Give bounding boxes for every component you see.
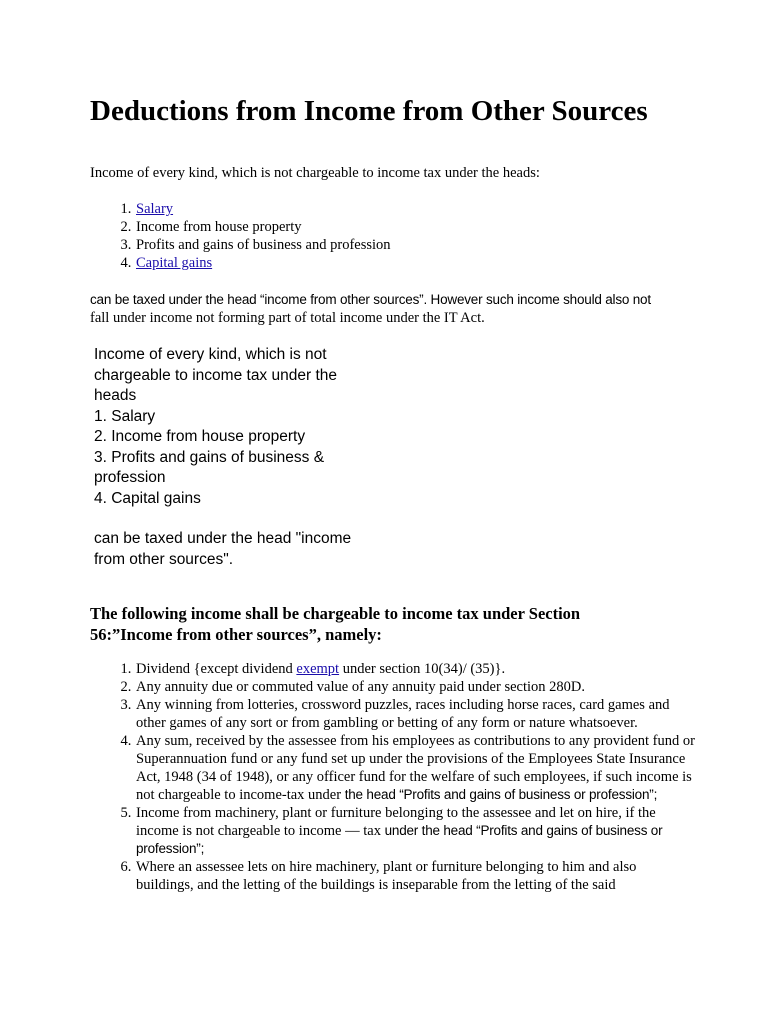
image-text-line: from other sources". xyxy=(94,550,234,568)
after-heads-paragraph xyxy=(90,291,651,327)
image-text-line: 4. Capital gains xyxy=(94,489,201,507)
item-text: Income from machinery, plant or furniture belonging to the assessee and let on hire, if the income is not chargeable to income — tax xyxy=(136,805,656,839)
image-text-line: can be taxed under the head "income xyxy=(94,530,352,547)
image-text-line: chargeable to income tax under the xyxy=(94,366,337,384)
heads-list xyxy=(90,200,391,272)
image-text-line: 2. Income from house property xyxy=(94,428,306,445)
list-item: 2. Income from house property xyxy=(135,218,391,236)
list-item: 2. Any annuity due or commuted value of any annuity paid under section 280D. xyxy=(135,678,695,696)
page-title: Deductions from Income from Other Sources xyxy=(90,95,648,127)
list-item: 3. Any winning from lotteries, crossword puzzles, races including horse races, card games and other games of any sort or from gambling or betting of any form or nature whatsoever. xyxy=(135,696,695,732)
sources-list xyxy=(90,660,695,894)
image-text-line: 1. Salary xyxy=(94,407,156,425)
salary-link[interactable]: Salary xyxy=(136,201,174,217)
image-text-line: heads xyxy=(94,387,137,404)
list-item xyxy=(135,200,391,218)
paragraph-line: fall under income not forming part of total income under the IT Act. xyxy=(90,310,485,326)
list-item xyxy=(135,804,695,858)
item-text: Any sum, received by the assessee from his employees as contributions to any provident fund or Superannuation fund or any fund set up under the provisions of the Employees State Insurance Act, 1948 (34 of 1948), or any officer fund for the welfare of such employees, if such income is not chargeable to income-tax under xyxy=(136,733,695,803)
capital-gains-link[interactable]: Capital gains xyxy=(136,255,213,271)
list-item xyxy=(135,732,695,804)
item-text: Dividend {except dividend xyxy=(136,661,297,677)
list-item xyxy=(135,660,695,678)
image-text-line: profession xyxy=(94,469,166,486)
list-item: 3. Profits and gains of business and profession xyxy=(135,236,391,254)
image-text-line: Income of every kind, which is not xyxy=(94,346,327,363)
section-heading: The following income shall be chargeable to income tax under Section 56:”Income from other sources”, namely: xyxy=(90,604,581,644)
spacer xyxy=(94,509,414,529)
list-item xyxy=(135,254,391,272)
list-item: 6. Where an assessee lets on hire machinery, plant or furniture belonging to him and also buildings, and the letting of the buildings is inseparable from the letting of the said xyxy=(135,858,695,894)
item-text: the head “Profits and gains of business or profession”; xyxy=(344,787,658,802)
intro-paragraph: Income of every kind, which is not chargeable to income tax under the heads: xyxy=(90,165,540,181)
paragraph-line: can be taxed under the head “income from other sources”. However such income should also not xyxy=(90,292,651,307)
embedded-image xyxy=(94,345,414,575)
item-text: under section 10(34)/ (35)}. xyxy=(339,661,506,677)
exempt-link[interactable]: exempt xyxy=(296,661,340,677)
image-text-line: 3. Profits and gains of business & xyxy=(94,448,325,466)
item-text: under the head “Profits and gains of business or profession”; xyxy=(136,823,663,856)
